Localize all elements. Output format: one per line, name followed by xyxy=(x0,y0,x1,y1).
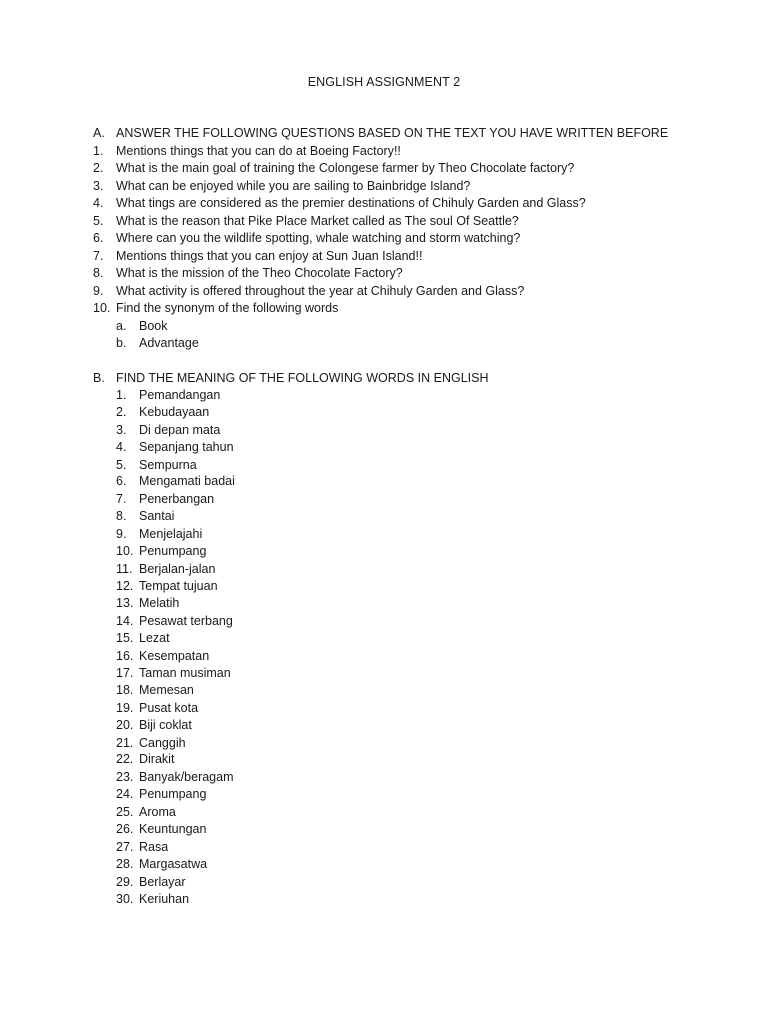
word-number: 18. xyxy=(116,683,134,697)
synonym-word: Book xyxy=(139,318,168,333)
question-number: 6. xyxy=(93,231,104,245)
word-number: 12. xyxy=(116,579,134,593)
word-text: Margasatwa xyxy=(139,857,208,871)
word-number: 6. xyxy=(116,474,127,488)
section-b-heading-text: FIND THE MEANING OF THE FOLLOWING WORDS IN ENGLISH xyxy=(116,371,489,385)
word-number: 22. xyxy=(116,752,134,766)
word-text: Aroma xyxy=(139,804,176,819)
question-number: 4. xyxy=(93,196,104,210)
question-text: Mentions things that you can enjoy at Sun Juan Island!! xyxy=(116,248,423,263)
word-number: 20. xyxy=(116,718,134,732)
word-text: Pusat kota xyxy=(139,700,199,715)
word-number: 28. xyxy=(116,857,134,871)
question-text: What can be enjoyed while you are sailing to Bainbridge Island? xyxy=(116,178,471,193)
word-text: Berlayar xyxy=(139,874,186,889)
question-text: Find the synonym of the following words xyxy=(116,301,339,315)
word-text: Menjelajahi xyxy=(139,526,203,541)
word-text: Rasa xyxy=(139,839,169,854)
word-text: Mengamati badai xyxy=(139,474,235,488)
word-text: Berjalan-jalan xyxy=(139,561,216,576)
question-number: 5. xyxy=(93,213,104,228)
word-number: 7. xyxy=(116,491,127,506)
word-number: 11. xyxy=(116,561,133,576)
word-number: 3. xyxy=(116,422,127,437)
question-text: Where can you the wildlife spotting, whale watching and storm watching? xyxy=(116,231,521,245)
word-number: 4. xyxy=(116,440,127,454)
question-number: 1. xyxy=(93,143,104,158)
word-number: 24. xyxy=(116,787,134,801)
word-text: Penumpang xyxy=(139,544,207,558)
section-a-marker: A. xyxy=(93,126,105,140)
question-number: 10. xyxy=(93,301,111,315)
question-text: What tings are considered as the premier destinations of Chihuly Garden and Glass? xyxy=(116,196,586,210)
word-text: Banyak/beragam xyxy=(139,769,234,784)
word-text: Canggih xyxy=(139,735,186,750)
question-text: What activity is offered throughout the year at Chihuly Garden and Glass? xyxy=(116,283,525,298)
word-text: Sepanjang tahun xyxy=(139,440,234,454)
word-text: Kebudayaan xyxy=(139,405,210,419)
word-number: 2. xyxy=(116,405,127,419)
question-number: 8. xyxy=(93,266,104,280)
word-number: 10. xyxy=(116,544,134,558)
word-text: Pesawat terbang xyxy=(139,613,233,628)
word-number: 1. xyxy=(116,387,127,402)
synonym-letter: a. xyxy=(116,318,127,333)
question-number: 2. xyxy=(93,161,104,175)
word-text: Penumpang xyxy=(139,787,207,801)
word-number: 5. xyxy=(116,457,127,472)
word-text: Lezat xyxy=(139,631,170,645)
word-text: Penerbangan xyxy=(139,491,215,506)
word-number: 13. xyxy=(116,596,134,610)
word-text: Memesan xyxy=(139,683,194,697)
word-text: Di depan mata xyxy=(139,422,221,437)
word-text: Dirakit xyxy=(139,752,175,766)
word-number: 16. xyxy=(116,648,134,663)
word-number: 15. xyxy=(116,631,134,645)
word-text: Taman musiman xyxy=(139,665,231,680)
word-text: Biji coklat xyxy=(139,718,192,732)
word-text: Melatih xyxy=(139,596,180,610)
question-text: Mentions things that you can do at Boeing Factory!! xyxy=(116,143,401,158)
word-number: 26. xyxy=(116,822,134,836)
word-text: Sempurna xyxy=(139,457,197,472)
question-text: What is the mission of the Theo Chocolate Factory? xyxy=(116,266,403,280)
question-text: What is the reason that Pike Place Market called as The soul Of Seattle? xyxy=(116,213,519,228)
word-number: 14. xyxy=(116,613,134,628)
word-text: Santai xyxy=(139,509,175,523)
synonym-word: Advantage xyxy=(139,336,199,350)
synonym-letter: b. xyxy=(116,336,127,350)
word-number: 23. xyxy=(116,769,134,784)
word-number: 21. xyxy=(116,735,134,750)
word-text: Kesempatan xyxy=(139,648,210,663)
question-number: 9. xyxy=(93,283,104,298)
word-text: Keriuhan xyxy=(139,892,190,906)
word-number: 9. xyxy=(116,526,127,541)
question-number: 3. xyxy=(93,178,104,193)
word-number: 25. xyxy=(116,804,134,819)
section-a-heading-text: ANSWER THE FOLLOWING QUESTIONS BASED ON THE TEXT YOU HAVE WRITTEN BEFORE xyxy=(116,126,669,140)
word-number: 29. xyxy=(116,874,134,889)
word-number: 27. xyxy=(116,839,134,854)
word-number: 30. xyxy=(116,892,134,906)
word-number: 19. xyxy=(116,700,134,715)
word-number: 17. xyxy=(116,665,134,680)
section-b-marker: B. xyxy=(93,371,105,385)
word-text: Keuntungan xyxy=(139,822,207,836)
page-title: ENGLISH ASSIGNMENT 2 xyxy=(307,75,461,89)
question-text: What is the main goal of training the Colongese farmer by Theo Chocolate factory? xyxy=(116,161,575,175)
word-number: 8. xyxy=(116,509,127,523)
question-number: 7. xyxy=(93,248,104,263)
word-text: Tempat tujuan xyxy=(139,579,218,593)
word-text: Pemandangan xyxy=(139,387,221,402)
